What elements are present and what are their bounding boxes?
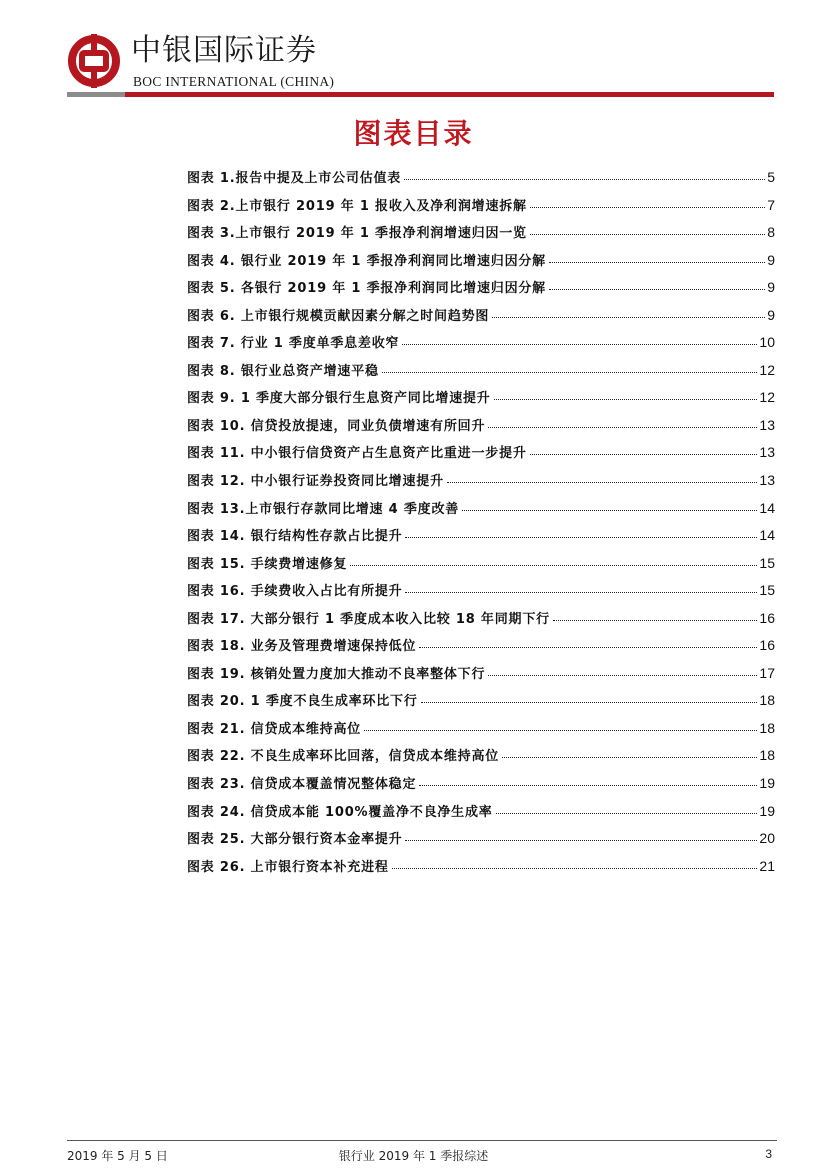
toc-dot-leader (405, 591, 757, 593)
toc-entry-page: 13 (759, 472, 775, 489)
toc-dot-leader (530, 233, 765, 235)
toc-entry-label: 图表 9. 1 季度大部分银行生息资产同比增速提升 (187, 391, 491, 407)
toc-entry-page: 12 (759, 361, 775, 378)
toc-entry-label: 图表 3.上市银行 2019 年 1 季报净利润增速归因一览 (187, 226, 527, 242)
toc-entry[interactable] (187, 580, 775, 608)
toc-title: 图表目录 (353, 117, 474, 150)
toc-dot-leader (405, 536, 757, 538)
toc-entry-page: 5 (767, 169, 775, 185)
toc-dot-leader (549, 288, 765, 290)
toc-entry-page: 16 (759, 609, 775, 626)
toc-entry-label: 图表 11. 中小银行信贷资产占生息资产比重进一步提升 (187, 446, 527, 462)
toc-entry-label: 图表 13.上市银行存款同比增速 4 季度改善 (187, 501, 460, 517)
toc-dot-leader (404, 178, 765, 180)
toc-entry[interactable] (187, 195, 775, 223)
header-divider-red (125, 92, 774, 97)
toc-entry-label: 图表 22. 不良生成率环比回落，信贷成本维持高位 (187, 749, 500, 765)
toc-entry-label: 图表 23. 信贷成本覆盖情况整体稳定 (187, 777, 417, 793)
toc-entry[interactable] (187, 277, 775, 305)
toc-entry-page: 19 (759, 775, 775, 792)
toc-entry-page: 10 (759, 334, 775, 351)
footer-page-number: 3 (765, 1147, 772, 1161)
toc-entry-page: 9 (767, 279, 775, 296)
toc-dot-leader (549, 261, 765, 263)
toc-dot-leader (494, 398, 758, 400)
toc-dot-leader (462, 509, 757, 511)
toc-entry[interactable] (187, 608, 775, 636)
toc-entry-label: 图表 14. 银行结构性存款占比提升 (187, 529, 403, 545)
toc-dot-leader (364, 729, 757, 731)
toc-entry-page: 20 (759, 830, 775, 847)
toc-entry[interactable] (187, 663, 775, 691)
toc-entry-label: 图表 19. 核销处置力度加大推动不良率整体下行 (187, 666, 486, 682)
toc-entry-page: 7 (767, 196, 775, 213)
toc-dot-leader (421, 701, 758, 703)
toc-entry-label: 图表 4. 银行业 2019 年 1 季报净利润同比增速归因分解 (187, 253, 546, 269)
toc-dot-leader (530, 453, 758, 455)
toc-entry-label: 图表 20. 1 季度不良生成率环比下行 (187, 694, 418, 710)
toc-entry[interactable] (187, 360, 775, 388)
toc-entry[interactable] (187, 470, 775, 498)
bank-of-china-logo-icon (67, 34, 121, 88)
toc-entry-label: 图表 7. 行业 1 季度单季息差收窄 (187, 336, 400, 352)
toc-dot-leader (502, 756, 757, 758)
toc-entry-label: 图表 2.上市银行 2019 年 1 报收入及净利润增速拆解 (187, 198, 527, 214)
toc-entry-page: 18 (759, 719, 775, 736)
toc-entry[interactable] (187, 828, 775, 856)
toc-list (187, 167, 775, 883)
toc-entry-label: 图表 24. 信贷成本能 100%覆盖净不良净生成率 (187, 804, 493, 820)
toc-entry[interactable] (187, 387, 775, 415)
toc-entry-page: 18 (759, 692, 775, 709)
toc-entry-label: 图表 18. 业务及管理费增速保持低位 (187, 639, 417, 655)
toc-entry-label: 图表 16. 手续费收入占比有所提升 (187, 584, 403, 600)
toc-entry[interactable] (187, 525, 775, 553)
toc-entry[interactable] (187, 635, 775, 663)
company-logo (67, 26, 367, 92)
toc-entry-label: 图表 12. 中小银行证券投资同比增速提升 (187, 474, 444, 490)
toc-entry[interactable] (187, 773, 775, 801)
toc-dot-leader (553, 619, 758, 621)
toc-entry-label: 图表 6. 上市银行规模贡献因素分解之时间趋势图 (187, 308, 490, 324)
toc-dot-leader (492, 316, 765, 318)
toc-entry-page: 9 (767, 251, 775, 268)
toc-entry-page: 13 (759, 416, 775, 433)
toc-entry-label: 图表 26. 上市银行资本补充进程 (187, 859, 389, 875)
footer-date: 2019 年 5 月 5 日 (67, 1149, 168, 1163)
toc-dot-leader (392, 867, 758, 869)
toc-entry[interactable] (187, 332, 775, 360)
toc-entry-page: 8 (767, 224, 775, 241)
toc-dot-leader (419, 784, 757, 786)
toc-entry-page: 16 (759, 637, 775, 654)
toc-entry-label: 图表 10. 信贷投放提速，同业负债增速有所回升 (187, 418, 486, 434)
toc-entry-page: 9 (767, 306, 775, 323)
toc-dot-leader (402, 343, 757, 345)
footer-divider (67, 1140, 777, 1141)
toc-dot-leader (496, 812, 758, 814)
toc-entry[interactable] (187, 415, 775, 443)
header-divider-gray (67, 92, 125, 97)
toc-entry-page: 14 (759, 499, 775, 516)
toc-entry[interactable] (187, 745, 775, 773)
logo-english-name: BOC INTERNATIONAL (CHINA) (133, 74, 335, 89)
toc-entry-page: 14 (759, 527, 775, 544)
toc-dot-leader (350, 564, 757, 566)
toc-entry[interactable] (187, 167, 775, 195)
toc-dot-leader (530, 206, 765, 208)
toc-entry-page: 15 (759, 582, 775, 599)
toc-entry-page: 19 (759, 802, 775, 819)
footer-report-title: 银行业 2019 年 1 季报综述 (338, 1149, 489, 1163)
toc-entry-page: 17 (759, 664, 775, 681)
toc-entry-page: 15 (759, 554, 775, 571)
toc-entry[interactable] (187, 553, 775, 581)
toc-entry-label: 图表 15. 手续费增速修复 (187, 556, 348, 572)
toc-dot-leader (447, 481, 758, 483)
toc-entry[interactable] (187, 498, 775, 526)
toc-entry[interactable] (187, 250, 775, 278)
toc-entry[interactable] (187, 305, 775, 333)
toc-dot-leader (419, 646, 757, 648)
toc-entry-label: 图表 8. 银行业总资产增速平稳 (187, 363, 379, 379)
toc-entry-page: 21 (759, 857, 775, 874)
toc-entry[interactable] (187, 718, 775, 746)
toc-entry[interactable] (187, 442, 775, 470)
toc-entry-page: 13 (759, 444, 775, 461)
toc-dot-leader (405, 839, 757, 841)
toc-entry-label: 图表 25. 大部分银行资本金率提升 (187, 832, 403, 848)
toc-entry-label: 图表 21. 信贷成本维持高位 (187, 721, 362, 737)
logo-chinese-name: 中银国际证券 (131, 33, 317, 68)
toc-entry[interactable] (187, 690, 775, 718)
toc-entry[interactable] (187, 801, 775, 829)
toc-dot-leader (488, 426, 757, 428)
toc-dot-leader (382, 371, 758, 373)
toc-entry-label: 图表 5. 各银行 2019 年 1 季报净利润同比增速归因分解 (187, 281, 546, 297)
toc-entry-page: 12 (759, 389, 775, 406)
toc-entry[interactable] (187, 222, 775, 250)
toc-entry-label: 图表 1.报告中提及上市公司估值表 (187, 171, 402, 186)
toc-dot-leader (488, 674, 757, 676)
toc-entry[interactable] (187, 856, 775, 884)
toc-entry-page: 18 (759, 747, 775, 764)
toc-entry-label: 图表 17. 大部分银行 1 季度成本收入比较 18 年同期下行 (187, 611, 550, 627)
